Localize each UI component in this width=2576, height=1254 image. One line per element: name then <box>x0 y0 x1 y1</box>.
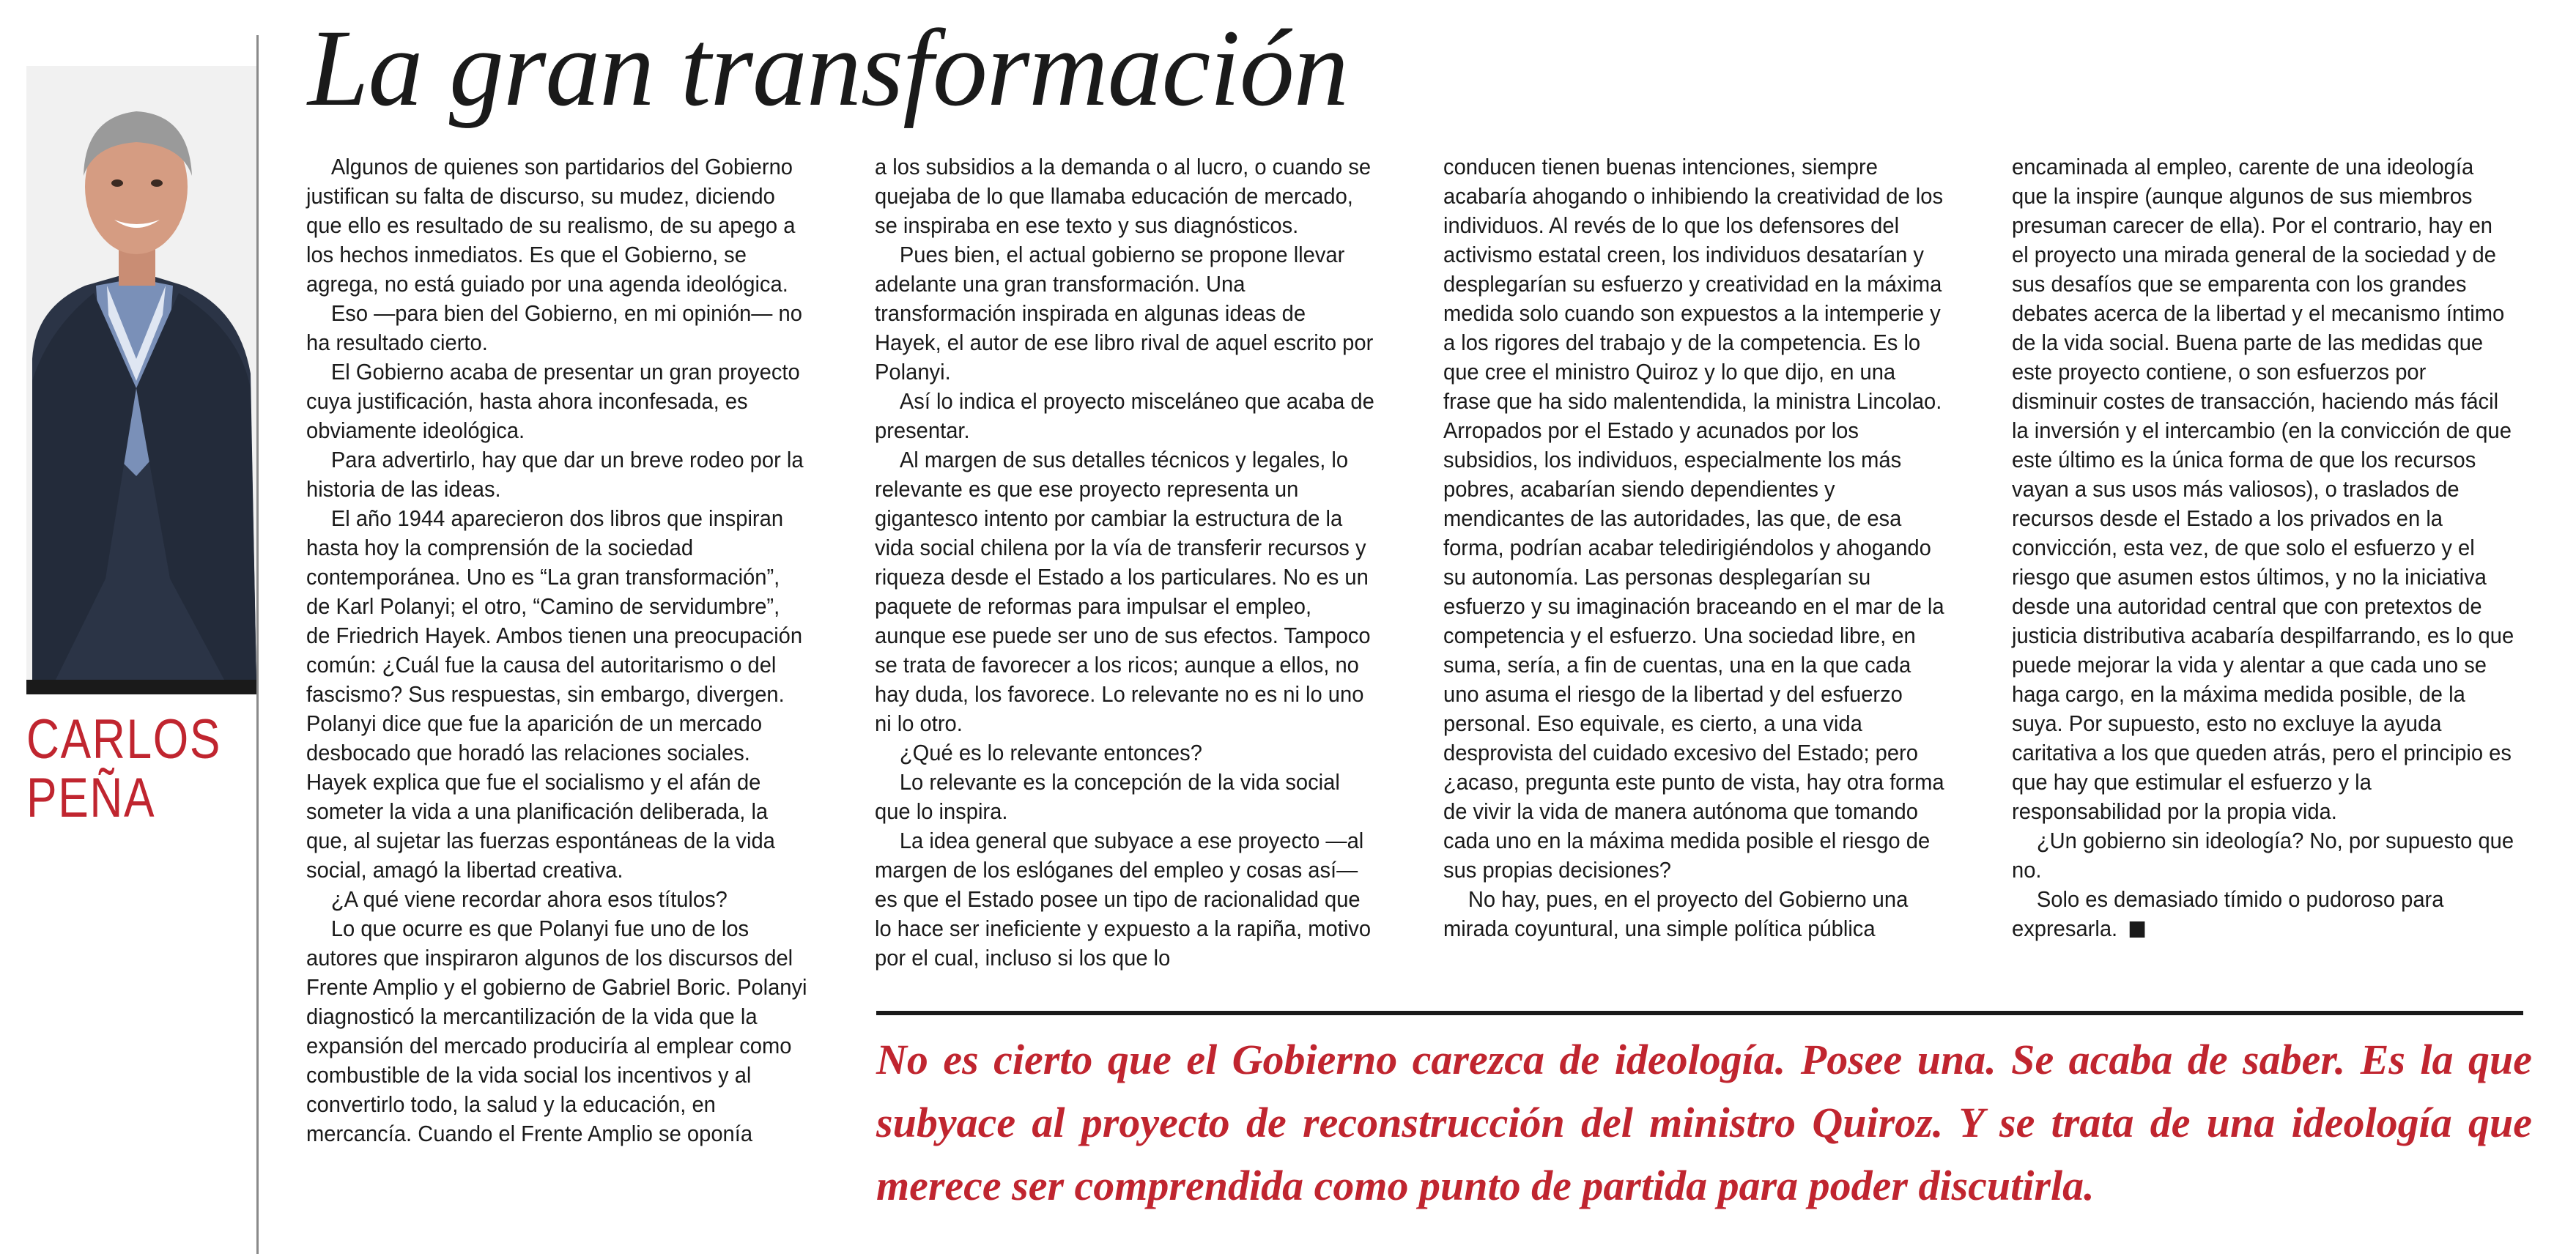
paragraph: Así lo indica el proyecto misceláneo que acaba de presentar. <box>875 388 1374 443</box>
article-column-4 <box>2012 152 2514 943</box>
author-last-name: PEÑA <box>26 767 156 829</box>
pull-quote: No es cierto que el Gobierno carezca de ideología. Posee una. Se acaba de saber. Es la que subyace al proyecto de reconstrucción del ministro Quiroz. Y se trata de una ideología que merece ser comprendida como punto de partida para poder discutirla. <box>876 1036 2532 1209</box>
paragraph: ¿A qué viene recordar ahora esos títulos? <box>330 886 728 912</box>
end-of-article-mark <box>2130 921 2145 938</box>
author-column <box>0 0 258 1254</box>
paragraph: encaminada al empleo, carente de una ideología que la inspire (aunque algunos de sus miembros presuman carecer de ella). Por el contrario, hay en el proyecto una mirada general de la sociedad y de sus desafíos que se emparenta con los grandes debates acerca de la libertad y el mecanismo íntimo de la vida social. Buena parte de las medidas que este proyecto contiene, o son esfuerzos por disminuir costes de transacción, haciendo más fácil la inversión y el intercambio (en la convicción de que este último es la única forma de que los recursos vayan a sus usos más valiosos), o traslados de recursos desde el Estado a los privados en la convicción, esta vez, de que solo el esfuerzo y el riesgo que asumen estos últimos, y no la iniciativa desde una autoridad central que con pretextos de justicia distributiva acabaría despilfarrando, es lo que puede mejorar la vida y alentar a que cada uno se haga cargo, en la máxima medida posible, de la suya. Por supuesto, esto no excluye la ayuda caritativa a los que queden atrás, pero el principio es que hay que estimular el esfuerzo y la responsabilidad por la propia vida. <box>2012 154 2514 824</box>
headline: La gran transformación <box>308 7 1348 129</box>
article-column-3 <box>1443 152 1946 943</box>
paragraph: ¿Un gobierno sin ideología? No, por supuesto que no. <box>2012 828 2514 883</box>
paragraph: Eso —para bien del Gobierno, en mi opinión— no ha resultado cierto. <box>306 300 802 355</box>
pull-quote-rule <box>876 1011 2523 1015</box>
article-column-2 <box>875 152 1377 973</box>
column-divider <box>256 35 259 1254</box>
paragraph: Para advertirlo, hay que dar un breve rodeo por la historia de las ideas. <box>306 447 804 502</box>
paragraph: Lo que ocurre es que Polanyi fue uno de los autores que inspiraron algunos de los discursos del Frente Amplio y el gobierno de Gabriel Boric. Polanyi diagnosticó la mercantilización de la vida que la expansión del mercado produciría al emplear como combustible de la vida social los incentivos y al convertirlo todo, la salud y la educación, en mercancía. Cuando el Frente Amplio se oponía <box>306 916 807 1146</box>
author-photo <box>26 66 256 680</box>
paragraph: Algunos de quienes son partidarios del Gobierno justifican su falta de discurso, su mudez, diciendo que ello es resultado de su realismo, de su apego a los hechos inmediatos. Es que el Gobierno, se agrega, no está guiado por una agenda ideológica. <box>306 154 796 297</box>
paragraph-text: Solo es demasiado tímido o pudoroso para expresarla. <box>2012 886 2444 941</box>
paragraph: El año 1944 aparecieron dos libros que inspiran hasta hoy la comprensión de la sociedad contemporánea. Uno es “La gran transformación”, de Karl Polanyi; el otro, “Camino de servidumbre”, de Friedrich Hayek. Ambos tienen una preocupación común: ¿Cuál fue la causa del autoritarismo o del fascismo? Sus respuestas, sin embargo, divergen. Polanyi dice que fue la aparición de un mercado desbocado que horadó las relaciones sociales. Hayek explica que fue el socialismo y el afán de someter la vida a una planificación deliberada, la que, al sujetar las fuerzas espontáneas de la vida social, amagó la libertad creativa. <box>306 505 803 883</box>
paragraph: ¿Qué es lo relevante entonces? <box>899 740 1202 765</box>
paragraph: El Gobierno acaba de presentar un gran proyecto cuya justificación, hasta ahora inconfesada, es obviamente ideológica. <box>306 359 800 443</box>
paragraph: Lo relevante es la concepción de la vida social que lo inspira. <box>875 769 1340 824</box>
photo-caption-bar <box>26 680 256 694</box>
paragraph: a los subsidios a la demanda o al lucro, o cuando se quejaba de lo que llamaba educación de mercado, se inspiraba en ese texto y sus diagnósticos. <box>875 154 1372 238</box>
last-paragraph <box>2012 885 2514 943</box>
paragraph: Pues bien, el actual gobierno se propone llevar adelante una gran transformación. Una transformación inspirada en algunas ideas de Hayek, el autor de ese libro rival de aquel escrito por Polanyi. <box>875 242 1374 385</box>
paragraph: La idea general que subyace a ese proyecto —al margen de los eslóganes del empleo y cosas así— es que el Estado posee un tipo de racionalidad que lo hace ser ineficiente y expuesto a la rapiña, motivo por el cual, incluso si los que lo <box>875 828 1372 971</box>
author-first-name: CARLOS <box>26 708 222 771</box>
author-portrait-image <box>26 66 256 680</box>
paragraph: Al margen de sus detalles técnicos y legales, lo relevante es que ese proyecto representa un gigantesco intento por cambiar la estructura de la vida social chilena por la vía de transferir recursos y riqueza desde el Estado a los particulares. No es un paquete de reformas para impulsar el empleo, aunque ese puede ser uno de sus efectos. Tampoco se trata de favorecer a los ricos; aunque a ellos, no hay duda, los favorece. Lo relevante no es ni lo uno ni lo otro. <box>875 447 1371 736</box>
article-column-1 <box>306 152 809 1149</box>
paragraph: conducen tienen buenas intenciones, siempre acabaría ahogando o inhibiendo la creatividad de los individuos. Al revés de lo que los defensores del activismo estatal creen, los individuos desatarían y desplegarían su esfuerzo y creatividad en la máxima medida solo cuando son expuestos a la intemperie y a los rigores del trabajo y de la competencia. Es lo que cree el ministro Quiroz y lo que dijo, en una frase que ha sido malentendida, la ministra Lincolao. Arropados por el Estado y acunados por los subsidios, los individuos, especialmente los más pobres, acabarían siendo dependientes y mendicantes de las autoridades, las que, de esa forma, podrían acabar teledirigiéndolos y ahogando su autonomía. Las personas desplegarían su esfuerzo y su imaginación braceando en el mar de la competencia y el esfuerzo. Una sociedad libre, en suma, sería, a fin de cuentas, una en la que cada uno asuma el riesgo de la libertad y del esfuerzo personal. Eso equivale, es cierto, a una vida desprovista del cuidado excesivo del Estado; pero ¿acaso, pregunta este punto de vista, hay otra forma de vivir la vida de manera autónoma que tomando cada uno en la máxima medida posible el riesgo de sus propias decisiones? <box>1443 154 1944 883</box>
paragraph: No hay, pues, en el proyecto del Gobierno una mirada coyuntural, una simple política pública <box>1443 886 1909 941</box>
